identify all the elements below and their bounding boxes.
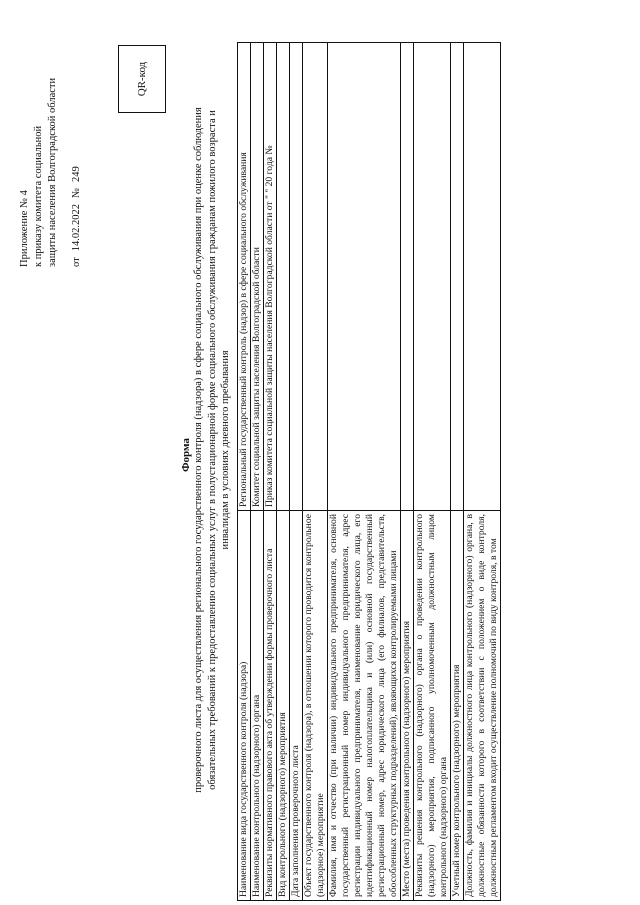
row-label: Наименование вида государственного контроля (надзора) <box>238 511 251 901</box>
row-value <box>414 43 451 511</box>
table-row <box>464 43 501 901</box>
qr-code-placeholder <box>118 45 166 113</box>
qr-code-label: QR-код <box>136 61 148 97</box>
table-row <box>328 43 401 901</box>
date-prefix: от <box>71 257 82 267</box>
row-label: Место (места) проведения контрольного (надзорного) мероприятия <box>401 511 414 901</box>
row-label: Наименование контрольного (надзорного) органа <box>251 511 264 901</box>
row-value <box>290 43 303 511</box>
row-value <box>464 43 501 511</box>
row-value: Комитет социальной защиты населения Волгоградской области <box>251 43 264 511</box>
checklist-table <box>237 42 501 901</box>
table-row <box>264 43 277 901</box>
order-number: 249 <box>71 166 82 183</box>
table-row <box>238 43 251 901</box>
appendix-number: Приложение № 4 <box>19 190 30 267</box>
table-row <box>414 43 451 901</box>
number-prefix: № <box>71 188 82 199</box>
row-value <box>303 43 328 511</box>
form-subtitle: проверочного листа для осуществления регионального государственного контроля (надзора) в сфере социального обслуживания при оценке соблюдения обязательных требований к предоставлению социальных услуг в полустационарной форме социального обслуживания гражданам пожилого возраста и инвалидам в условиях дневного пребывания <box>193 107 231 793</box>
appendix-date-line <box>70 17 84 267</box>
row-label: Реквизиты решения контрольного (надзорного) органа о проведении контрольного (надзорного) мероприятия, подписанного уполномоченным должностным лицом контрольного (надзорного) органа <box>414 511 451 901</box>
row-label: Вид контрольного (надзорного) мероприятия <box>277 511 290 901</box>
row-value <box>451 43 464 511</box>
table-row <box>277 43 290 901</box>
appendix-order-ref: к приказу комитета социальной <box>33 125 44 267</box>
row-value <box>401 43 414 511</box>
row-value <box>277 43 290 511</box>
appendix-committee: защиты населения Волгоградской области <box>47 77 58 267</box>
table-row <box>290 43 303 901</box>
table-row <box>451 43 464 901</box>
row-label: Объект государственного контроля (надзора), в отношении которого проводится контрольное (надзорное) мероприятие <box>303 511 328 901</box>
row-label: Фамилия, имя и отчество (при наличии) индивидуального предпринимателя, основной государственный регистрационный номер индивидуального предпринимателя, адрес регистрации индивидуального предпринимателя, наименование юридического лица, его идентификационный номер налогоплательщика и (или) основной государственный регистрационный номер, адрес юридического лица (его филиалов, представительств, обособленных структурных подразделений), являющихся контролируемыми лицами <box>328 511 401 901</box>
appendix-header <box>18 17 84 267</box>
row-value <box>328 43 401 511</box>
form-title: Форма <box>180 438 192 472</box>
row-label: Учетный номер контрольного (надзорного) мероприятия <box>451 511 464 901</box>
table-row <box>401 43 414 901</box>
row-label: Реквизиты нормативного правового акта об утверждении формы проверочного листа <box>264 511 277 901</box>
row-label: Дата заполнения проверочного листа <box>290 511 303 901</box>
table-row <box>251 43 264 901</box>
row-value: Региональный государственный контроль (надзор) в сфере социального обслуживания <box>238 43 251 511</box>
table-row <box>303 43 328 901</box>
order-date: 14.02.2022 <box>71 204 82 252</box>
row-value: Приказ комитета социальной защиты населения Волгоградской области от " " 20 года № <box>264 43 277 511</box>
row-label: Должность, фамилия и инициалы должностного лица контрольного (надзорного) органа, в должностные обязанности которого в соответствии с положением о виде контроля, должностным регламентом входит осуществление полномочий по виду контроля, в том <box>464 511 501 901</box>
